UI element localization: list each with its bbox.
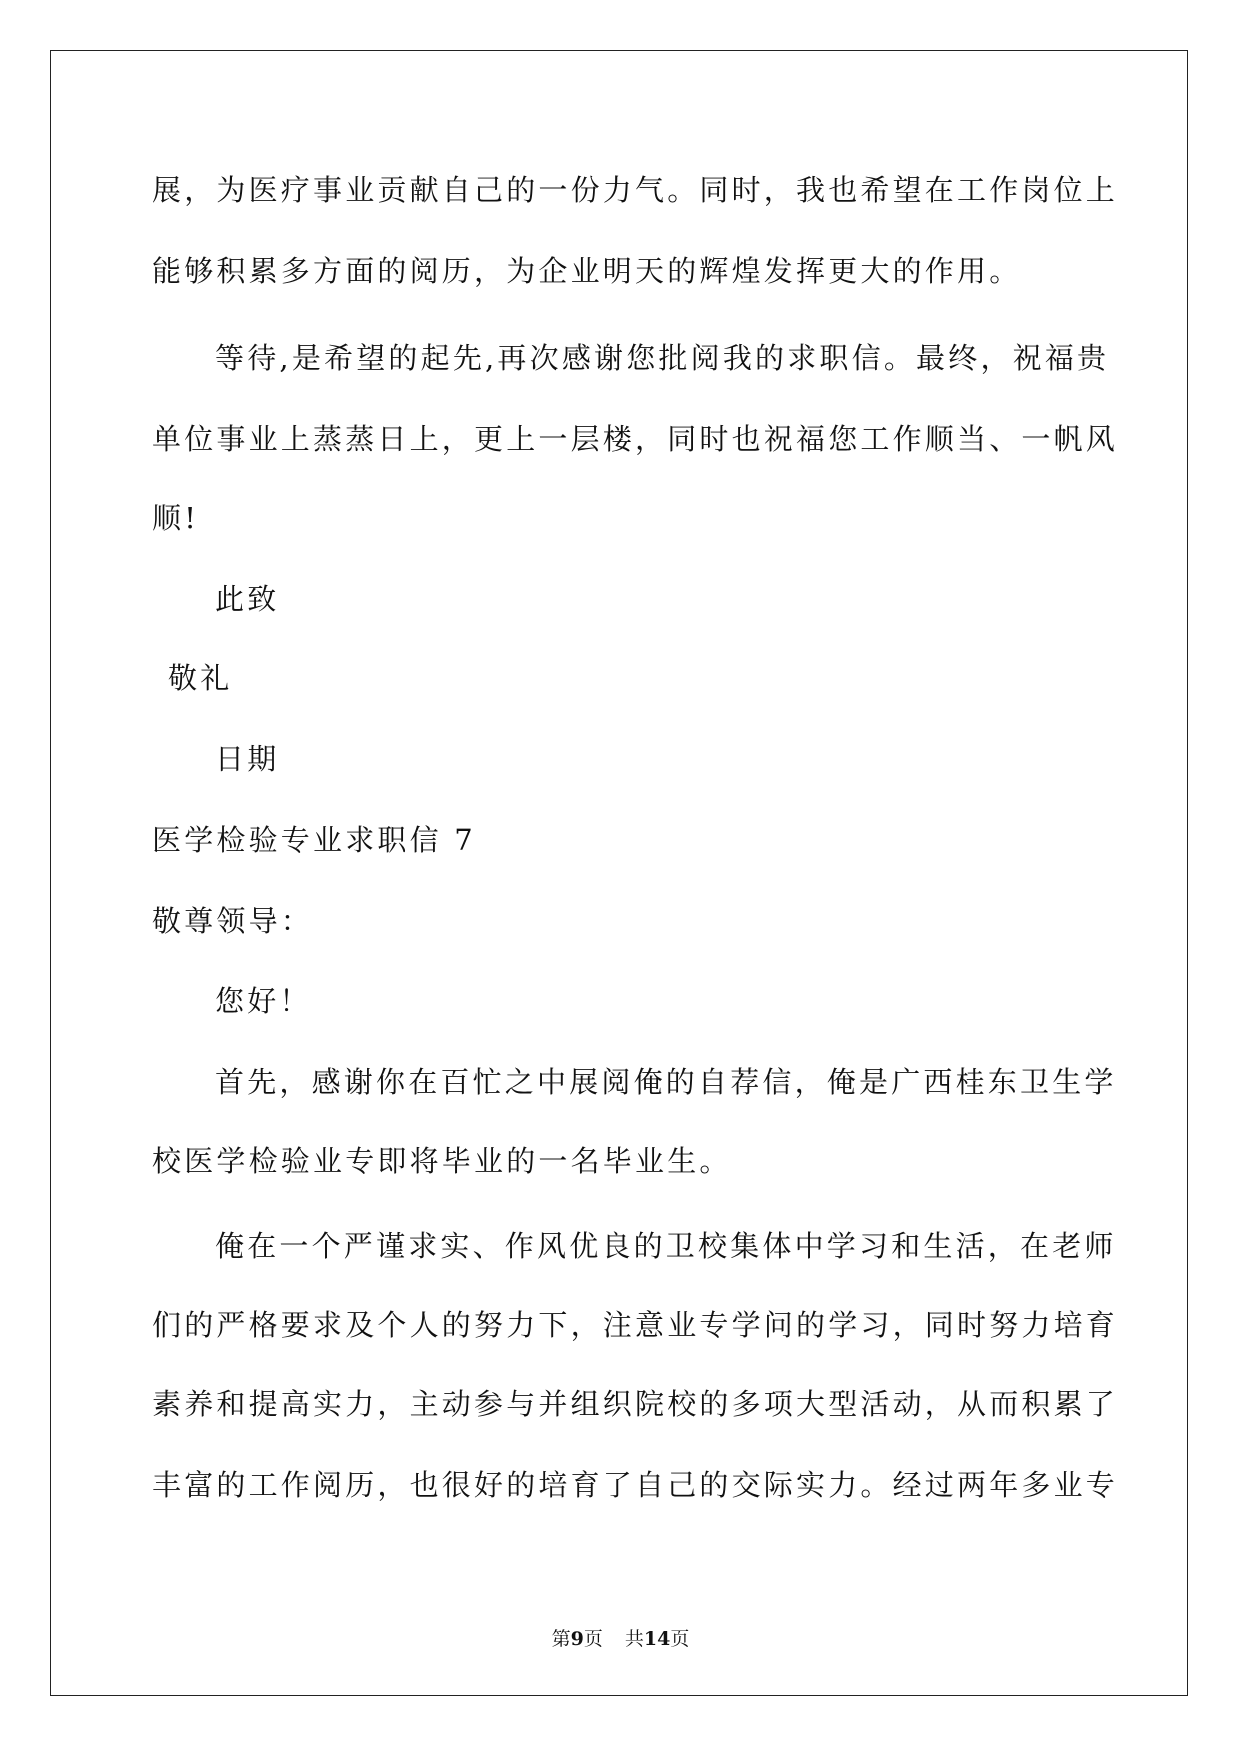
text-line: 首先，感谢你在百忙之中展阅俺的自荐信，俺是广西桂东卫生学: [215, 1065, 1117, 1099]
footer-prefix: 第: [551, 1628, 571, 1650]
salutation-line: 此致: [215, 582, 280, 616]
text-line: 校医学检验业专即将毕业的一名毕业生。: [152, 1144, 732, 1178]
page-border: [50, 50, 1188, 1696]
text-line: 素养和提高实力，主动参与并组织院校的多项大型活动，从而积累了: [152, 1387, 1119, 1421]
page-number: 9: [570, 1628, 584, 1650]
greeting-line: 敬尊领导：: [152, 904, 314, 938]
text-line: 俺在一个严谨求实、作风优良的卫校集体中学习和生活，在老师: [215, 1229, 1117, 1263]
text-line: 展，为医疗事业贡献自己的一份力气。同时，我也希望在工作岗位上: [152, 173, 1119, 207]
text-line: 顺!: [152, 501, 200, 535]
closing-line: 敬礼: [168, 661, 233, 695]
page-unit: 页: [583, 1628, 603, 1650]
total-unit: 页: [670, 1628, 690, 1650]
total-pages: 14: [643, 1628, 671, 1650]
text-line: 等待,是希望的起先,再次感谢您批阅我的求职信。最终，祝福贵: [215, 341, 1110, 375]
section-heading: 医学检验专业求职信 7: [152, 823, 476, 857]
text-line: 们的严格要求及个人的努力下，注意业专学问的学习，同时努力培育: [152, 1308, 1119, 1342]
text-line: 能够积累多方面的阅历，为企业明天的辉煌发挥更大的作用。: [152, 254, 1022, 288]
total-prefix: 共: [624, 1628, 644, 1650]
page-footer: [0, 1624, 1241, 1651]
text-line: 丰富的工作阅历，也很好的培育了自己的交际实力。经过两年多业专: [152, 1468, 1119, 1502]
date-line: 日期: [215, 742, 280, 776]
text-line: 单位事业上蒸蒸日上，更上一层楼，同时也祝福您工作顺当、一帆风: [152, 422, 1119, 456]
text-line: 您好！: [215, 984, 312, 1018]
